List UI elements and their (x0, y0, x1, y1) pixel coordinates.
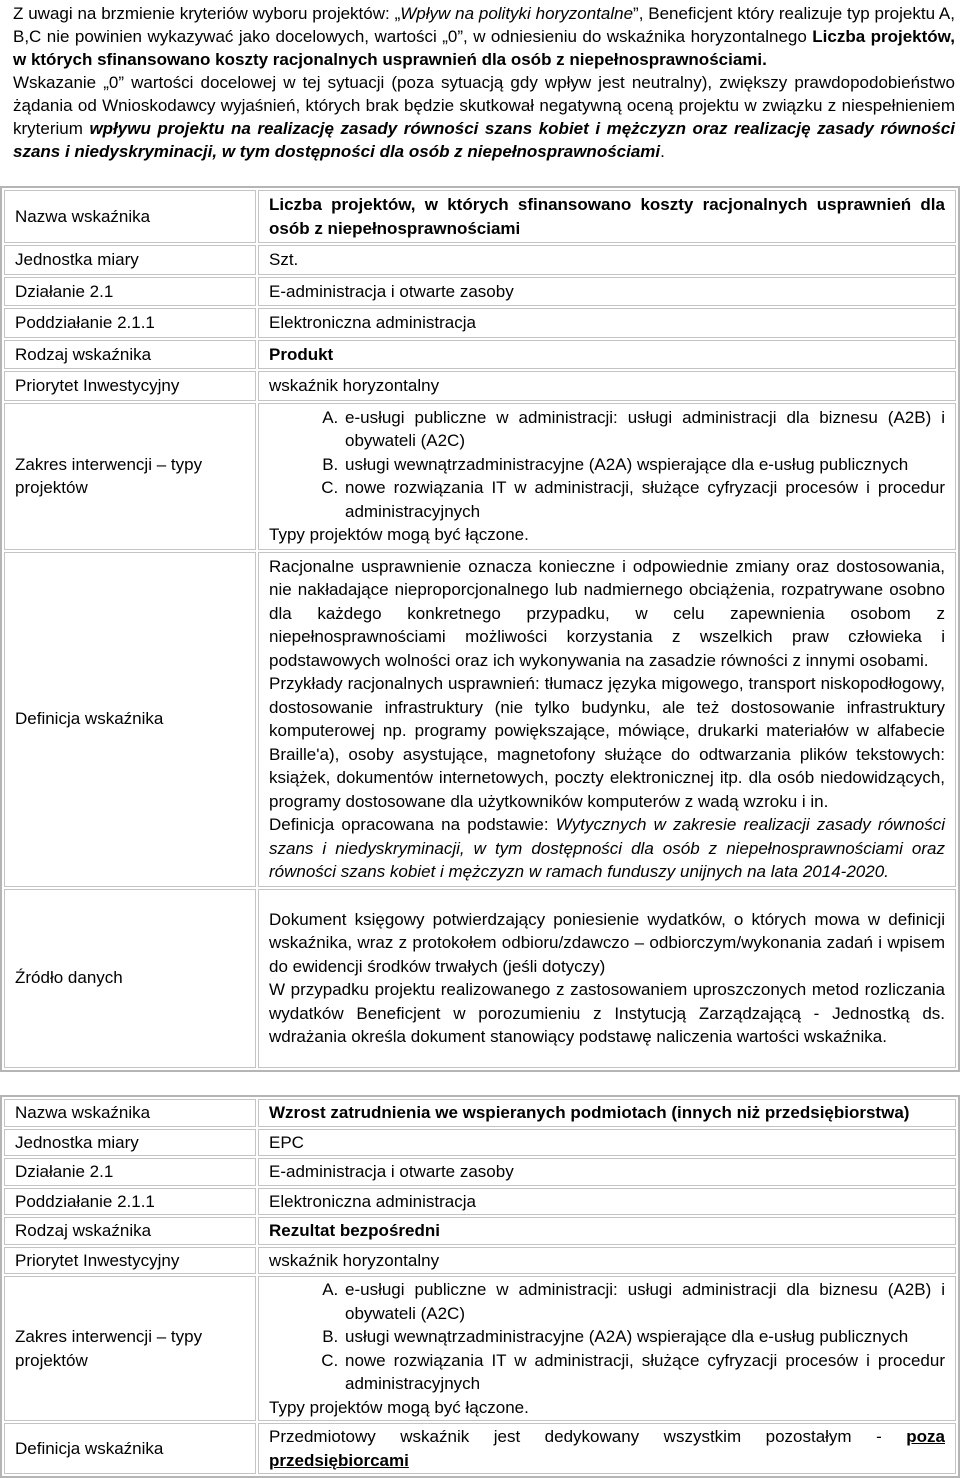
label-definicja: Definicja wskaźnika (4, 1423, 256, 1474)
definition-paragraph-3 (269, 813, 945, 884)
row-zrodlo (4, 889, 956, 1068)
value-definicja (258, 552, 956, 887)
definition-source-title: Wytycznych w zakresie realizacji zasady równości szans i niedyskryminacji, w tym dostępności dla osób z niepełnosprawnościami oraz równości szans kobiet i mężczyzn w ramach funduszy unijnych na lata 2014-2020. (269, 815, 946, 881)
row-dzialanie (4, 277, 956, 307)
value-priorytet: wskaźnik horyzontalny (258, 371, 956, 401)
row-definicja (4, 552, 956, 887)
value-zrodlo (258, 889, 956, 1068)
label-nazwa: Nazwa wskaźnika (4, 190, 256, 243)
label-zrodlo: Źródło danych (4, 889, 256, 1068)
intro-text (13, 2, 955, 163)
intro-paragraph-2 (13, 71, 955, 163)
intro-p2-criterion: wpływu projektu na realizację zasady równości szans kobiet i mężczyzn oraz realizację zasady równości szans i niedyskryminacji, w tym dostępności dla osób z niepełnosprawnościami (13, 119, 955, 161)
label-jednostka: Jednostka miary (4, 245, 256, 275)
value-jednostka: Szt. (258, 245, 956, 275)
indicator-table-1 (0, 186, 960, 1072)
project-type-b: B. usługi wewnątrzadministracyjne (A2A) wspierające dla e-usług publicznych (343, 453, 945, 477)
definition-emphasis: poza przedsiębiorcami (269, 1427, 945, 1470)
label-poddzialanie: Poddziałanie 2.1.1 (4, 1188, 256, 1216)
value-jednostka: EPC (258, 1129, 956, 1157)
row-jednostka (4, 245, 956, 275)
intro-p2-a: Wskazanie „0” wartości docelowej w tej sytuacji (poza sytuacją gdy wpływ jest neutralny), zwiększy prawdopodobieństwo żądania od Wnioskodawcy wyjaśnień, których brak będzie skutkował negatywną oceną projektu w związku z niespełnieniem kryterium (13, 73, 955, 138)
row-rodzaj (4, 340, 956, 370)
label-poddzialanie: Poddziałanie 2.1.1 (4, 308, 256, 338)
project-type-c: C. nowe rozwiązania IT w administracji, służące cyfryzacji procesów i procedur administracyjnych (343, 1349, 945, 1396)
intro-p1-a: Z uwagi na brzmienie kryteriów wyboru projektów: „ (13, 4, 401, 23)
label-dzialanie: Działanie 2.1 (4, 1158, 256, 1186)
value-dzialanie: E-administracja i otwarte zasoby (258, 277, 956, 307)
label-definicja: Definicja wskaźnika (4, 552, 256, 887)
project-type-c: C. nowe rozwiązania IT w administracji, służące cyfryzacji procesów i procedur administracyjnych (343, 476, 945, 523)
row-dzialanie (4, 1158, 956, 1186)
project-types-list (269, 1278, 945, 1396)
label-priorytet: Priorytet Inwestycyjny (4, 1247, 256, 1275)
project-type-a: A. e-usługi publiczne w administracji: usługi administracji dla biznesu (A2B) i obywateli (A2C) (343, 1278, 945, 1325)
value-definicja (258, 1423, 956, 1474)
row-poddzialanie (4, 1188, 956, 1216)
value-zakres (258, 403, 956, 550)
row-nazwa (4, 1099, 956, 1127)
label-jednostka: Jednostka miary (4, 1129, 256, 1157)
definition-text: Przedmiotowy wskaźnik jest dedykowany wszystkim pozostałym - (269, 1427, 907, 1446)
value-nazwa: Wzrost zatrudnienia we wspieranych podmiotach (innych niż przedsiębiorstwa) (258, 1099, 956, 1127)
project-types-note: Typy projektów mogą być łączone. (269, 1397, 529, 1417)
definition-paragraph-1: Racjonalne usprawnienie oznacza konieczne i odpowiednie zmiany oraz dostosowania, nie nakładające nieproporcjonalnego lub nadmiernego obciążenia, rozpatrywane osobno dla każdego konkretnego przypadku, w celu zapewnienia osobom z niepełnosprawnościami możliwości korzystania z wszelkich praw człowieka i podstawowych wolności oraz ich wykonywania na zasadzie równości z innymi osobami. (269, 556, 945, 670)
intro-p1-criterion: Wpływ na polityki horyzontalne (400, 4, 634, 23)
definition-paragraph-2: Przykłady racjonalnych usprawnień: tłumacz języka migowego, transport niskopodłogowy, dostosowanie infrastruktury (nie tylko budynku, ale też dostosowanie infrastruktury komputerowej np. programy powiększające, mówiące, drukarki materiałów w alfabecie Braille'a), osoby asystujące, magnetofony służące do odtwarzania plików tekstowych: książek, dokumentów internetowych, poczty elektronicznej itp. dla osób niedowidzących, programy dostosowane dla użytkowników komputerów z wadą wzroku i in. (269, 674, 945, 811)
row-priorytet (4, 1247, 956, 1275)
value-nazwa: Liczba projektów, w których sfinansowano koszty racjonalnych usprawnień dla osób z niepełnosprawnościami (258, 190, 956, 243)
intro-paragraph-1 (13, 2, 955, 71)
project-types-note: Typy projektów mogą być łączone. (269, 525, 529, 544)
row-nazwa (4, 190, 956, 243)
label-zakres: Zakres interwencji – typy projektów (4, 1276, 256, 1421)
source-paragraph-2: W przypadku projektu realizowanego z zastosowaniem uproszczonych metod rozliczania wydatków Beneficjent w porozumieniu z Instytucją Zarządzającą - Jednostką ds. wdrażania określa dokument stanowiący podstawę naliczenia wartości wskaźnika. (269, 980, 945, 1046)
value-rodzaj: Rezultat bezpośredni (258, 1217, 956, 1245)
row-priorytet (4, 371, 956, 401)
intro-p1-indicator: Liczba projektów, w których sfinansowano koszty racjonalnych usprawnień dla osób z niepełnosprawnościami. (13, 27, 955, 69)
project-types-list (269, 406, 945, 524)
row-zakres (4, 1276, 956, 1421)
project-type-a: A. e-usługi publiczne w administracji: usługi administracji dla biznesu (A2B) i obywateli (A2C) (343, 406, 945, 453)
row-jednostka (4, 1129, 956, 1157)
label-rodzaj: Rodzaj wskaźnika (4, 1217, 256, 1245)
value-poddzialanie: Elektroniczna administracja (258, 308, 956, 338)
row-zakres (4, 403, 956, 550)
indicator-table-2 (0, 1095, 960, 1478)
value-poddzialanie: Elektroniczna administracja (258, 1188, 956, 1216)
row-rodzaj (4, 1217, 956, 1245)
intro-p1-c: ”, Beneficjent który realizuje typ projektu A, B,C nie powinien wykazywać jako docelowych, wartości „0”, w odniesieniu do wskaźnika horyzontalnego (13, 4, 955, 46)
label-dzialanie: Działanie 2.1 (4, 277, 256, 307)
project-type-b: B. usługi wewnątrzadministracyjne (A2A) wspierające dla e-usług publicznych (343, 1325, 945, 1349)
label-nazwa: Nazwa wskaźnika (4, 1099, 256, 1127)
row-poddzialanie (4, 308, 956, 338)
row-definicja (4, 1423, 956, 1474)
definition-source-prefix: Definicja opracowana na podstawie: (269, 815, 556, 834)
value-zakres (258, 1276, 956, 1421)
value-priorytet: wskaźnik horyzontalny (258, 1247, 956, 1275)
value-rodzaj: Produkt (258, 340, 956, 370)
label-zakres: Zakres interwencji – typy projektów (4, 403, 256, 550)
intro-p2-c: . (660, 142, 665, 161)
label-priorytet: Priorytet Inwestycyjny (4, 371, 256, 401)
source-paragraph-1: Dokument księgowy potwierdzający poniesienie wydatków, o których mowa w definicji wskaźnika, wraz z protokołem odbioru/zdawczo – odbiorczym/wykonania zadań i wpisem do ewidencji środków trwałych (jeśli dotyczy) (269, 909, 945, 976)
value-dzialanie: E-administracja i otwarte zasoby (258, 1158, 956, 1186)
label-rodzaj: Rodzaj wskaźnika (4, 340, 256, 370)
